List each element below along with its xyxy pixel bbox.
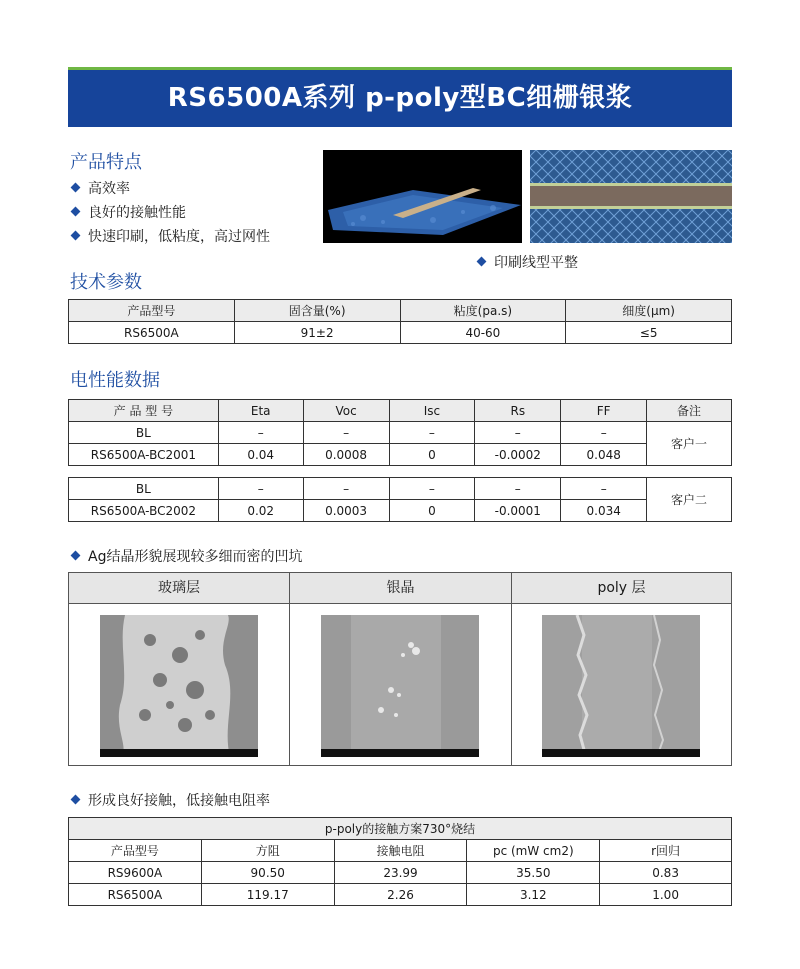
table-header: Isc [389,400,475,422]
table-cell: -0.0002 [475,444,561,466]
page-title: RS6500A系列 p-poly型BC细栅银浆 [167,83,633,113]
title-banner [68,67,732,127]
table-cell: BL [69,478,219,500]
feature-item: 高效率 [72,177,270,201]
table-cell: 90.50 [201,862,334,884]
morphology-caption: Ag结晶形貌展现较多细而密的凹坑 [72,546,302,566]
table-cell: 40-60 [400,322,566,344]
table-title: p-poly的接触方案730°烧结 [69,818,732,840]
sem-column-label: 玻璃层 [69,573,289,604]
image-caption: 印刷线型平整 [478,252,578,272]
table-header: r回归 [600,840,732,862]
electrical-heading: 电性能数据 [70,370,160,391]
diamond-bullet-icon [71,182,81,192]
table-row [69,422,732,444]
table-header: 产品型号 [69,300,235,322]
table-cell: – [561,422,647,444]
diamond-bullet-icon [71,206,81,216]
table-header: 接触电阻 [334,840,467,862]
table-header: FF [561,400,647,422]
table-cell: BL [69,422,219,444]
tech-heading: 技术参数 [70,272,142,293]
table-cell: 0 [389,500,475,522]
feature-item: 良好的接触性能 [72,201,270,225]
sem-column-silver [290,573,512,765]
table-cell: RS6500A [69,884,202,906]
table-cell: 0.034 [561,500,647,522]
print-line-3d-image [323,150,522,243]
table-header-row [69,400,732,422]
table-cell: 0.048 [561,444,647,466]
table-cell: 0.83 [600,862,732,884]
table-row [69,500,732,522]
table-cell: 0.0003 [303,500,389,522]
table-cell: – [475,422,561,444]
table-row [69,862,732,884]
table-header: 产品型号 [69,840,202,862]
contact-caption: 形成良好接触，低接触电阻率 [72,790,270,810]
table-header: Eta [218,400,303,422]
table-cell: – [389,422,475,444]
table-note-cell: 客户二 [647,478,732,522]
diamond-bullet-icon [71,794,81,804]
sem-image-glass [100,615,258,757]
features-list [72,177,270,249]
table-cell: RS6500A-BC2001 [69,444,219,466]
table-header: pc (mW cm2) [467,840,600,862]
contact-table [68,817,732,906]
table-cell: RS6500A [69,322,235,344]
table-header: 产 品 型 号 [69,400,219,422]
sem-image-silver [321,615,479,757]
table-title-row [69,818,732,840]
sem-scale-bar [321,749,479,757]
table-header: 方阻 [201,840,334,862]
table-cell: – [303,478,389,500]
table-cell: 3.12 [467,884,600,906]
table-cell: 23.99 [334,862,467,884]
features-heading: 产品特点 [70,152,142,173]
table-cell: – [218,478,303,500]
table-cell: 2.26 [334,884,467,906]
diamond-bullet-icon [71,550,81,560]
table-cell: RS6500A-BC2002 [69,500,219,522]
print-line-top-image [530,150,732,243]
table-header: 固含量(%) [234,300,400,322]
table-cell: -0.0001 [475,500,561,522]
table-header: Rs [475,400,561,422]
table-row [69,478,732,500]
table-row [69,322,732,344]
table-cell: – [218,422,303,444]
table-header: 细度(μm) [566,300,732,322]
sem-image-table [68,572,732,766]
sem-column-label: 银晶 [290,573,511,604]
table-cell: 1.00 [600,884,732,906]
sem-scale-bar [100,749,258,757]
diamond-bullet-icon [71,230,81,240]
table-row [69,444,732,466]
sem-scale-bar [542,749,700,757]
sem-column-glass [69,573,290,765]
table-cell: ≤5 [566,322,732,344]
table-cell: 0.0008 [303,444,389,466]
table-cell: – [561,478,647,500]
table-cell: 0 [389,444,475,466]
table-spacer-row [69,466,732,478]
table-cell: RS9600A [69,862,202,884]
electrical-table [68,399,732,522]
table-cell: 119.17 [201,884,334,906]
table-cell: 91±2 [234,322,400,344]
table-cell: 35.50 [467,862,600,884]
tech-params-table [68,299,732,344]
table-header-row [69,840,732,862]
table-header: Voc [303,400,389,422]
table-note-cell: 客户一 [647,422,732,466]
sem-column-label: poly 层 [512,573,731,604]
table-cell: 0.02 [218,500,303,522]
diamond-bullet-icon [477,256,487,266]
table-cell: 0.04 [218,444,303,466]
table-header: 备注 [647,400,732,422]
table-cell: – [303,422,389,444]
table-header-row [69,300,732,322]
sem-column-poly [512,573,731,765]
table-cell: – [389,478,475,500]
sem-image-poly [542,615,700,757]
feature-item: 快速印刷，低粘度，高过网性 [72,225,270,249]
table-row [69,884,732,906]
table-cell: – [475,478,561,500]
table-header: 粘度(pa.s) [400,300,566,322]
